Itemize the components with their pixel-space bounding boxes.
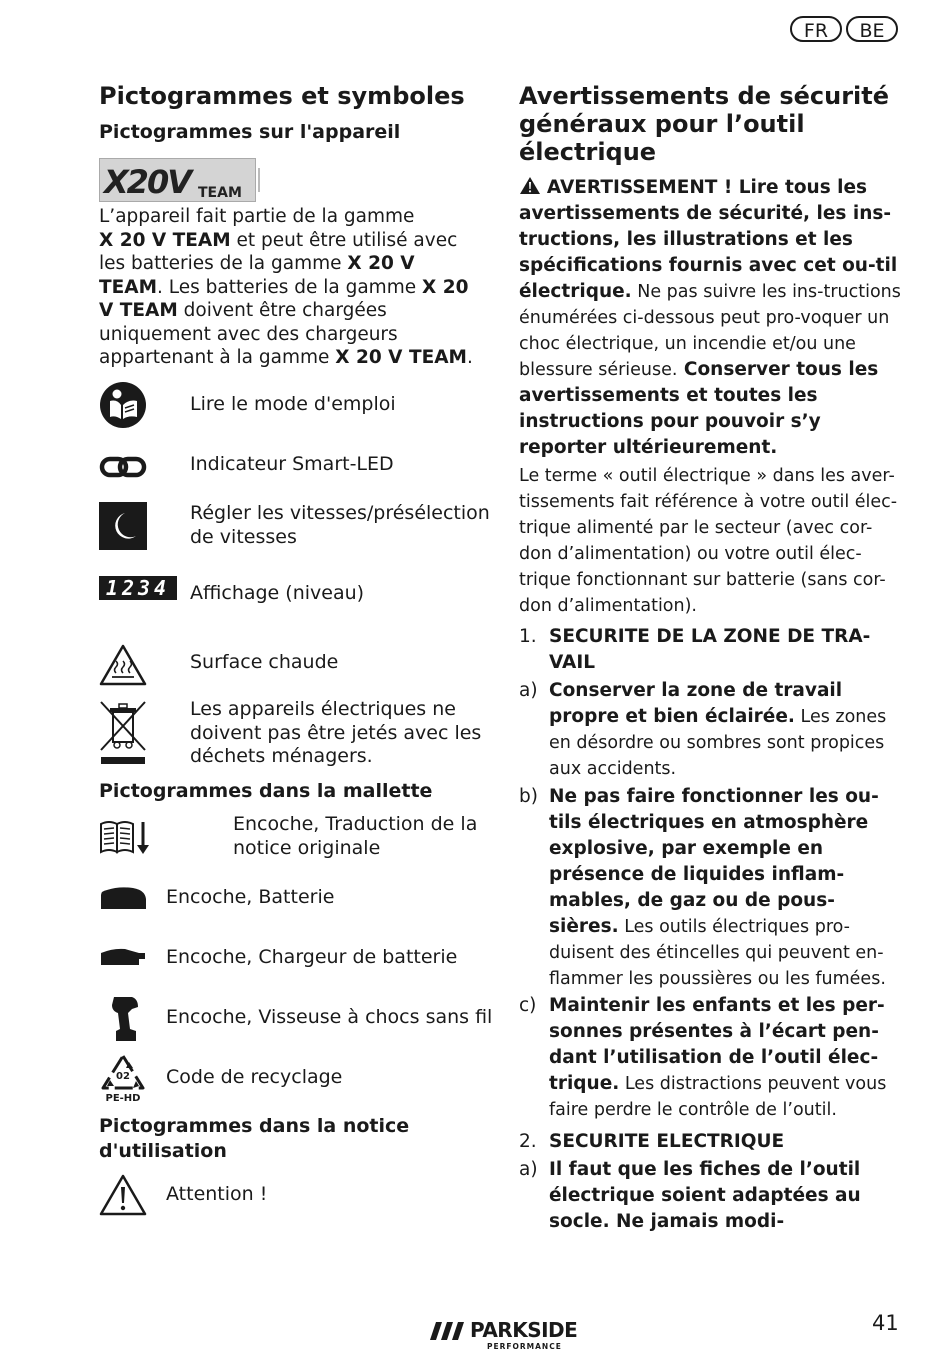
page-number: 41: [872, 1311, 899, 1335]
smart-led-icon: [99, 454, 147, 484]
speed-preset-icon: [99, 502, 147, 554]
pictogram-label-driver: Encoche, Visseuse à chocs sans fil: [166, 1006, 493, 1028]
pictogram-label-hot-surface: Surface chaude: [190, 651, 339, 673]
pictogram-label-manual: Lire le mode d'emploi: [190, 393, 396, 415]
logo-divider: [258, 168, 260, 192]
svg-text:X20V: X20V: [104, 163, 190, 201]
recycle-material: PE-HD: [105, 1093, 141, 1104]
language-badge-fr: FR: [790, 16, 842, 42]
warning-triangle-icon: [99, 1173, 147, 1221]
x20v-team-logo: [99, 158, 256, 202]
crossed-bin-icon: [99, 700, 147, 770]
recycle-code-number: 02: [116, 1071, 130, 1082]
pictogram-label-attention: Attention !: [166, 1183, 268, 1205]
book-arrow-icon: [99, 818, 151, 860]
battery-slot-icon: [99, 885, 147, 915]
section-2-heading: 2. SECURITE ELECTRIQUE: [519, 1131, 785, 1152]
level-display-icon: 1234: [99, 576, 177, 600]
pictogram-label-recycle: Code de recyclage: [166, 1066, 343, 1088]
read-manual-icon: [99, 381, 147, 433]
subheading-case-pictograms: Pictogrammes dans la mallette: [99, 780, 433, 802]
svg-text:TEAM: TEAM: [198, 185, 242, 201]
general-warning-paragraph: AVERTISSEMENT ! Lire tous les avertissements de sécurité, les ins-tructions, les illustrations et les spécifications fournis avec cet ou-til électrique. Ne pas suivre les ins-tructions énumérées ci-dessous peut pro-voquer un choc électrique, un incendie et/ou une blessure sérieuse. Conserver tous les avertissements et toutes les instructions pour pouvoir s’y reporter ultérieurement.: [519, 177, 901, 458]
pictogram-label-speed: Régler les vitesses/présélection de vitesses: [190, 502, 490, 548]
power-tool-term-paragraph: Le terme « outil électrique » dans les aver-tissements fait référence à votre outil élec-trique alimenté par le secteur (avec cor-don d’alimentation) ou votre outil élec-trique fonctionnant sur batterie (sans cor-don d’alimentation).: [519, 466, 898, 616]
list-item-1b: b) Ne pas faire fonctionner les ou-tils électriques en atmosphère explosive, par exemple en présence de liquides inflam-mables, de gaz ou de pous-sières. Les outils électriques pro-duisent des étincelles qui peuvent en-flammer les poussières ou les fumées.: [519, 786, 886, 989]
pictogram-label-weee: Les appareils électriques ne doivent pas être jetés avec les déchets ménagers.: [190, 698, 482, 767]
impact-driver-icon: [110, 995, 140, 1047]
section-title-pictograms: Pictogrammes et symboles: [99, 82, 465, 110]
pictogram-label-battery: Encoche, Batterie: [166, 886, 335, 908]
section-title-safety-warnings: Avertissements de sécurité généraux pour l’outil électrique: [519, 82, 890, 166]
list-item-1c: c) Maintenir les enfants et les per-sonnes présentes à l’écart pen-dant l’utilisation de l’outil élec-trique. Les distractions peuvent vous faire perdre le contrôle de l’outil.: [519, 995, 887, 1120]
pictogram-label-display: Affichage (niveau): [190, 582, 365, 604]
parkside-logo: PARKSIDE PERFORMANCE: [430, 1318, 590, 1352]
subheading-notice-pictograms: Pictogrammes dans la notice d'utilisation: [99, 1115, 410, 1162]
pictogram-label-notice: Encoche, Traduction de la notice originale: [233, 813, 478, 859]
parkside-stripes-icon: [430, 1320, 466, 1342]
list-item-1a: a) Conserver la zone de travail propre et bien éclairée. Les zones en désordre ou sombres sont propices aux accidents.: [519, 680, 887, 779]
language-badge-be: BE: [846, 16, 898, 42]
section-1-heading: 1. SECURITE DE LA ZONE DE TRA-VAIL: [519, 626, 871, 673]
charger-slot-icon: [99, 945, 147, 973]
subheading-device-pictograms: Pictogrammes sur l'appareil: [99, 121, 401, 143]
pictogram-label-charger: Encoche, Chargeur de batterie: [166, 946, 458, 968]
range-paragraph: L’appareil fait partie de la gamme X 20 V TEAM et peut être utilisé avec les batteries de la gamme X 20 V TEAM. Les batteries de la gamme X 20 V TEAM doivent être chargées uniquement avec des chargeurs appartenant à la gamme X 20 V TEAM.: [99, 206, 473, 368]
warning-triangle-small-icon: [519, 176, 541, 195]
hot-surface-icon: [99, 643, 147, 691]
pictogram-label-smart-led: Indicateur Smart-LED: [190, 453, 394, 475]
list-item-2a: a) Il faut que les fiches de l’outil électrique soient adaptées au socle. Ne jamais modi-: [519, 1159, 861, 1232]
